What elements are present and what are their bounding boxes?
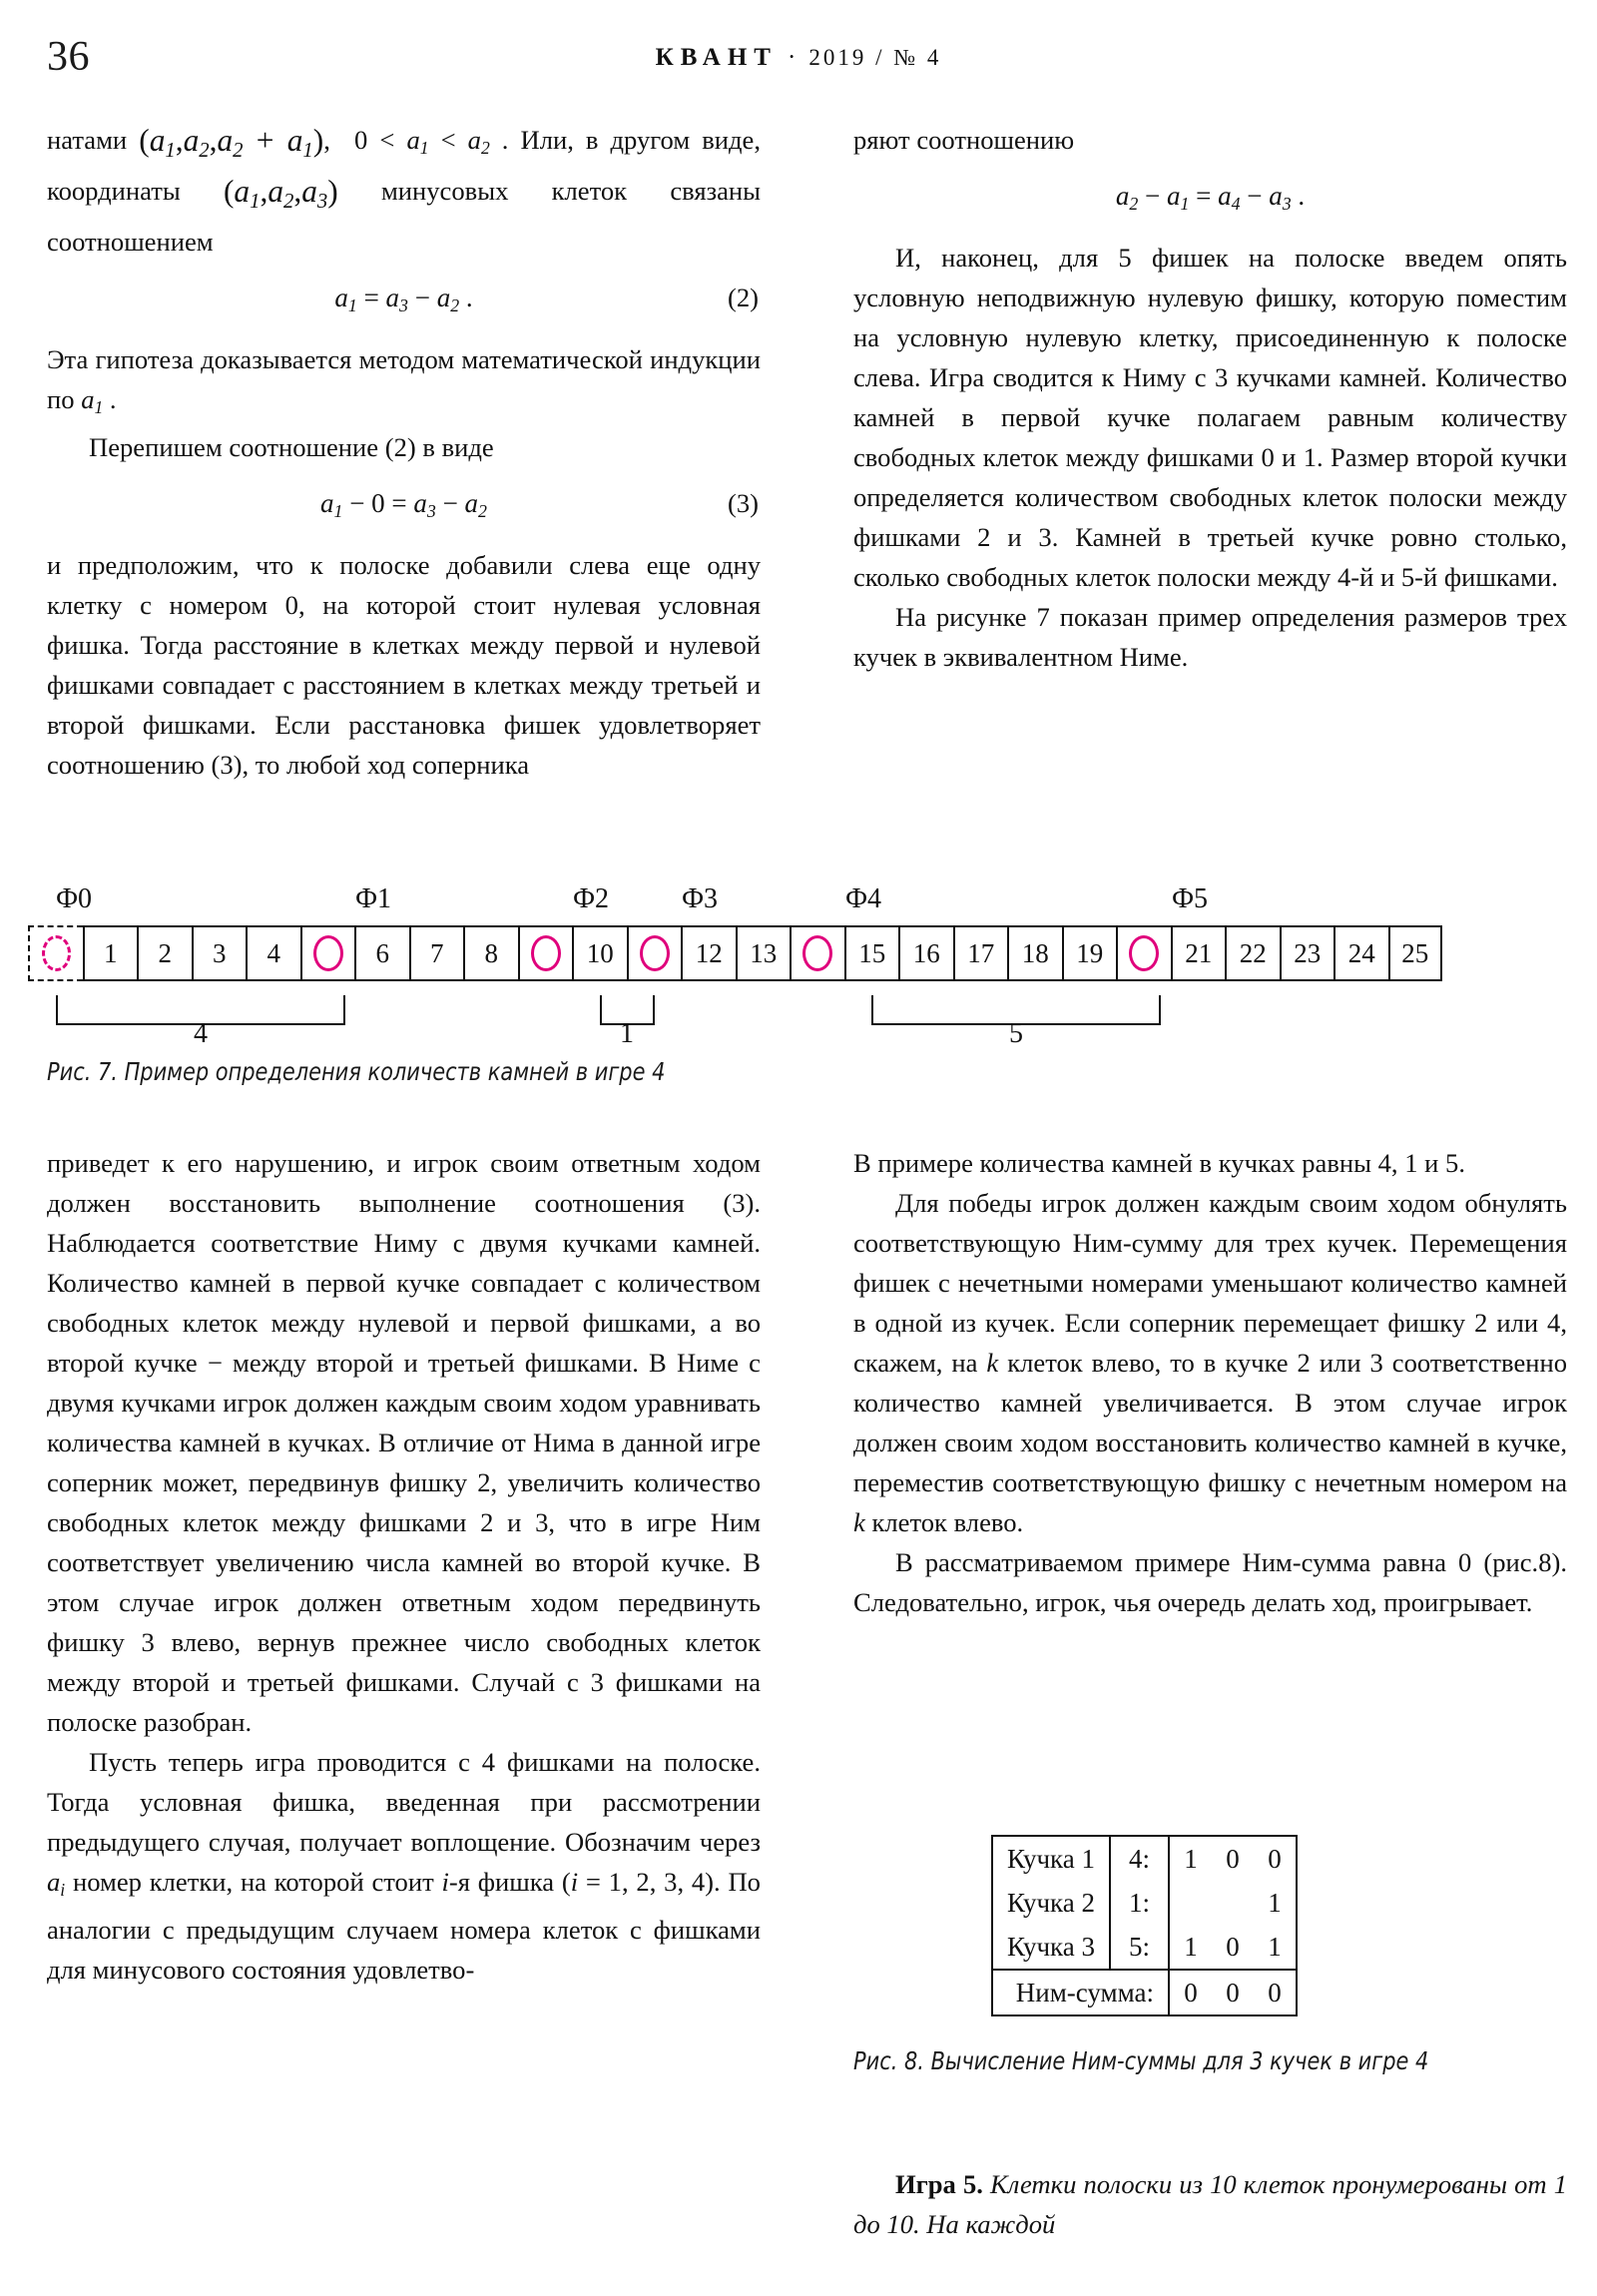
running-head [0, 34, 1597, 84]
cell-10[interactable] [572, 925, 627, 981]
cell-number: 3 [213, 937, 227, 968]
cell-number: 8 [484, 937, 498, 968]
token-icon-5 [1129, 935, 1159, 971]
chip-label-f0: Ф0 [55, 883, 93, 914]
journal-issue: 2019 / № 4 [808, 45, 942, 70]
journal-name: КВАНТ [655, 44, 778, 71]
token-icon-3 [640, 935, 670, 971]
paragraph-five-chips: И, наконец, для 5 фишек на полоске введем опять условную неподвижную нулевую фишку, которую поместим на условную нулевую клетку, присоединенную к полоске слева. Игра сводится к Ниму с 3 кучками камней. Количество камней в первой кучке полагаем равным количеству свободных клеток между фишками 0 и 1. Размер второй кучки определяется количеством свободных клеток полоски между фишками 2 и 3. Камней в третьей кучке ровно столько, сколько свободных клеток полоски между 4-й и 5-й фишками. [853, 242, 1567, 592]
right-column-top [853, 120, 1567, 677]
cell-number: 4 [266, 937, 280, 968]
cell-13[interactable] [736, 925, 791, 981]
cell-7[interactable] [409, 925, 464, 981]
cell-23[interactable] [1280, 925, 1334, 981]
heap-name: Кучка 3 [992, 1925, 1110, 1970]
cell-12[interactable] [681, 925, 736, 981]
chip-label-f4: Ф4 [844, 883, 882, 914]
paragraph-nim-sum-zero: В рассматриваемом примере Ним-сумма равна 0 (рис.8). Следовательно, игрок, чья очередь делать ход, проигрывает. [853, 1547, 1567, 1617]
figure-8-caption: Рис. 8. Вычисление Ним-суммы для 3 кучек в игре 4 [853, 2046, 1429, 2075]
heap-bit [1212, 1881, 1254, 1925]
cell-25[interactable] [1388, 925, 1443, 981]
cell-22[interactable] [1225, 925, 1280, 981]
cell-15[interactable] [844, 925, 899, 981]
paragraph-violation: приведет к его нарушению, и игрок своим ответным ходом должен восстановить выполнение соотношения (3). Наблюдается соответствие Ниму с двумя кучками камней. Количество камней в первой кучке совпадает с количеством свободных клеток между нулевой и первой фишками, а во второй кучке − между второй и третьей фишками. В Ниме с двумя кучками игрок должен каждым своим ходом уравнивать количества камней в кучках. В отличие от Нима в данной игре соперник может, передвинув фишку 2, увеличить количество свободных клеток между фишками 2 и 3, что в игре Ним соответствует увеличению числа камней во второй кучке. В этом случае игрок должен ответным ходом передвинуть фишку 3 влево, вернув прежнее число свободных клеток между второй и третьей фишками. Случай с 3 фишками на полоске разобран. [47, 1148, 761, 1737]
cell-number: 18 [1021, 937, 1049, 968]
cell-number: 12 [695, 937, 723, 968]
cell-18[interactable] [1007, 925, 1062, 981]
paragraph-natami: натами $(a_1,a_2,a_2 + a_1)$, $0 < a_1 < a_2$ . Или, в другом виде, координаты $(a_1,a_2,a_3)$ минусовых клеток связаны соотношением [47, 123, 762, 257]
cell-number: 2 [158, 937, 172, 968]
heap-bit: 1 [1184, 1843, 1198, 1874]
cell-number: 10 [586, 937, 614, 968]
cell-21[interactable] [1171, 925, 1226, 981]
equation-a2a1a4a3: $a_2 - a_1 = a_4 - a_3$ . [1115, 181, 1306, 214]
cell-20[interactable] [1116, 925, 1171, 981]
equation-3-number: (3) [727, 487, 759, 518]
chip-label-f3: Ф3 [681, 883, 719, 914]
right-column-bottom [853, 1143, 1567, 1622]
cell-0[interactable] [28, 925, 83, 981]
cell-number: 22 [1239, 937, 1267, 968]
cell-number: 15 [858, 937, 886, 968]
cell-17[interactable] [953, 925, 1008, 981]
token-icon-1 [313, 935, 343, 971]
equation-3: $a_1 - 0 = a_3 - a_2$ (3) [47, 483, 761, 531]
cell-11[interactable] [627, 925, 682, 981]
game-5-label: Игра 5. [895, 2169, 983, 2199]
game-5-text: Клетки полоски из 10 клеток пронумерованы от 1 до 10. На каждой [853, 2169, 1568, 2239]
nim-sum-bit: 0 [1169, 1970, 1212, 2015]
equation-2-number: (2) [727, 282, 759, 312]
heap-bit: 0 [1226, 1931, 1240, 1962]
heap-name: Кучка 2 [992, 1881, 1110, 1925]
chip-label-f5: Ф5 [1171, 883, 1209, 914]
paragraph-figure7-ref: На рисунке 7 показан пример определения размеров трех кучек в эквивалентном Ниме. [853, 601, 1567, 672]
figure-8-table [991, 1835, 1298, 2016]
paragraph-induction: Эта гипотеза доказывается методом математической индукции по $a_1$ . [47, 343, 761, 417]
equation-2: $a_1 = a_3 - a_2$ . (2) [47, 278, 761, 325]
paragraph-assume: и предположим, что к полоске добавили слева еще одну клетку с номером 0, на которой стоит нулевая условная фишка. Тогда расстояние в клетках между первой и нулевой фишками совпадает с расстоянием в клетках между третьей и второй фишками. Если расстановка фишек удовлетворяет соотношению (3), то любой ход соперника [47, 549, 761, 780]
header-separator: · [787, 44, 799, 71]
heap-size: 4: [1110, 1836, 1169, 1881]
brace-label-heap-1: 4 [194, 1018, 208, 1049]
brace-label-heap-3: 5 [1009, 1018, 1023, 1049]
cell-number: 19 [1076, 937, 1104, 968]
heap-bit: 1 [1184, 1931, 1198, 1962]
token-icon-2 [531, 935, 561, 971]
cell-number: 16 [912, 937, 940, 968]
heap-name: Кучка 1 [992, 1836, 1110, 1881]
cell-6[interactable] [354, 925, 409, 981]
cell-4[interactable] [246, 925, 300, 981]
figure-7-caption: Рис. 7. Пример определения количеств камней в игре 4 [47, 1057, 666, 1086]
cell-5[interactable] [300, 925, 355, 981]
math-triple-1: $(a_1,a_2,a_2 + a_1)$ [139, 123, 324, 162]
paragraph-example-counts: В примере количества камней в кучках равны 4, 1 и 5. [853, 1148, 1465, 1178]
left-column-bottom [47, 1143, 761, 1990]
cell-number: 21 [1185, 937, 1213, 968]
nim-sum-bit: 0 [1254, 1970, 1297, 2015]
paragraph-four-chips: Пусть теперь игра проводится с 4 фишками на полоске. Тогда условная фишка, введенная при рассмотрении предыдущего случая, получает воплощение. Обозначим через $a_i$ номер клетки, на которой стоит i-я фишка (i = 1, 2, 3, 4). По аналогии с предыдущим случаем номера клеток с фишками для минусового состояния удовлетво- [47, 1747, 761, 1985]
cell-number: 23 [1294, 937, 1322, 968]
cell-14[interactable] [790, 925, 844, 981]
cell-3[interactable] [192, 925, 247, 981]
cell-2[interactable] [137, 925, 192, 981]
cell-number: 17 [967, 937, 995, 968]
nim-sum-bit: 0 [1212, 1970, 1254, 2015]
brace-label-heap-2: 1 [620, 1018, 634, 1049]
paragraph-rewrite: Перепишем соотношение (2) в виде [89, 431, 494, 462]
text-natami: натами [47, 125, 140, 155]
table-row [992, 1836, 1297, 1881]
cell-16[interactable] [898, 925, 953, 981]
paragraph-satisfy: ряют соотношению [853, 125, 1075, 155]
strip-row [28, 925, 1442, 981]
cell-9[interactable] [518, 925, 573, 981]
cell-number: 25 [1401, 937, 1429, 968]
paragraph-strategy: Для победы игрок должен каждым своим ходом обнулять соответствующую Ним-сумму для трех кучек. Перемещения фишек с нечетными номерами уменьшают количество камней в одной из кучек. Если соперник перемещает фишку 2 или 4, скажем, на k клеток влево, то в кучке 2 или 3 соответственно количество камней увеличивается. В этом случае игрок должен своим ходом восстановить количество камней в кучке, переместив соответствующую фишку с нечетным номером на k клеток влево. [853, 1188, 1568, 1537]
heap-size: 5: [1110, 1925, 1169, 1970]
cell-number: 6 [375, 937, 389, 968]
cell-number: 13 [750, 937, 778, 968]
table-row [992, 1881, 1297, 1925]
cell-19[interactable] [1062, 925, 1117, 981]
cell-1[interactable] [83, 925, 138, 981]
heap-bit: 1 [1268, 1931, 1282, 1962]
journal-title-line [0, 44, 1597, 72]
heap-size: 1: [1110, 1881, 1169, 1925]
cell-number: 24 [1347, 937, 1375, 968]
table-row [992, 1925, 1297, 1970]
heap-bit: 0 [1268, 1843, 1282, 1874]
cell-8[interactable] [463, 925, 518, 981]
heap-bit [1169, 1881, 1212, 1925]
cell-number: 1 [104, 937, 118, 968]
cell-number: 7 [430, 937, 444, 968]
cell-24[interactable] [1333, 925, 1388, 981]
token-icon-4 [802, 935, 832, 971]
chip-label-f2: Ф2 [572, 883, 610, 914]
table-row-nim-sum [992, 1970, 1297, 2015]
token-icon-0 [42, 935, 71, 971]
left-column-top [47, 120, 761, 785]
game-5-block [853, 2164, 1567, 2244]
chip-label-f1: Ф1 [354, 883, 392, 914]
math-triple-2: $(a_1,a_2,a_3)$ [223, 174, 338, 213]
nim-sum-label: Ним-сумма: [992, 1970, 1169, 2015]
heap-bit: 1 [1268, 1887, 1282, 1918]
paragraph-game-5 [853, 2164, 1567, 2244]
heap-bit: 0 [1226, 1843, 1240, 1874]
page-number: 36 [47, 34, 90, 80]
